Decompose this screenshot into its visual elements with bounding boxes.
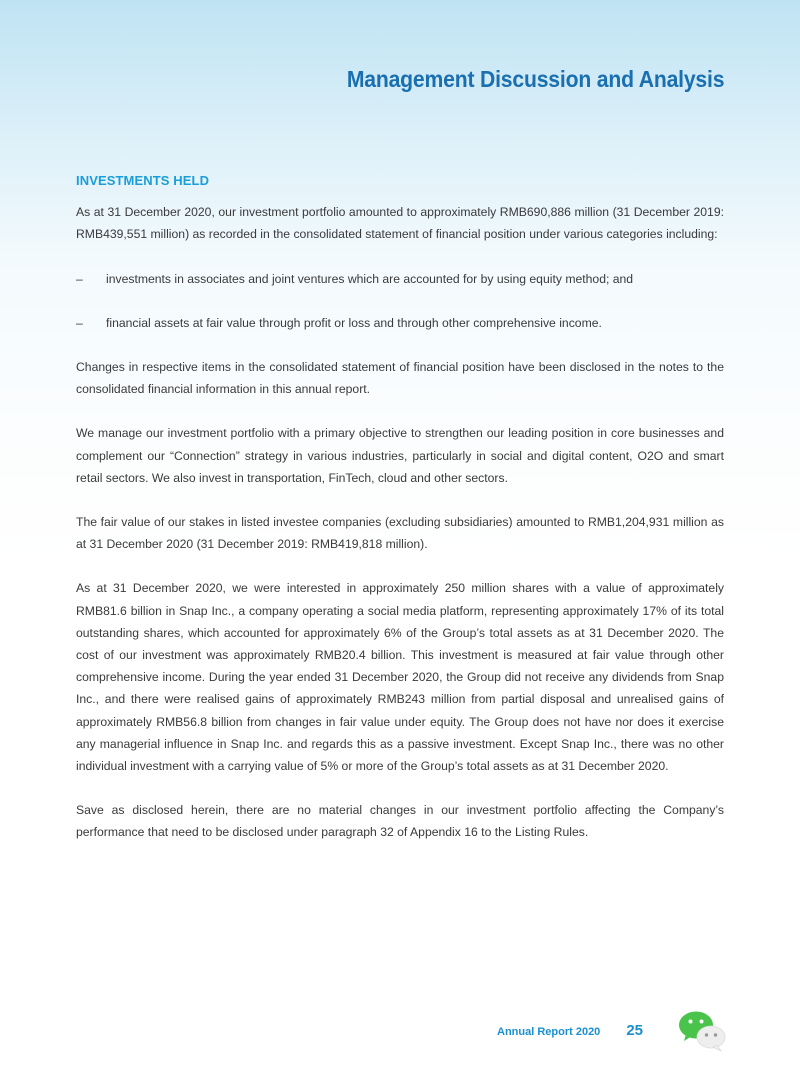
main-content xyxy=(76,170,724,866)
paragraph-changes-disclosed: Changes in respective items in the consolidated statement of financial position have been disclosed in the notes to the consolidated financial information in this annual report. xyxy=(76,360,724,397)
section-heading: INVESTMENTS HELD xyxy=(76,173,210,188)
paragraph-portfolio-objective: We manage our investment portfolio with a primary objective to strengthen our leading position in core businesses and complement our “Connection” strategy in various industries, particularly in social and digital content, O2O and smart retail sectors. We also invest in transportation, FinTech, cloud and other sectors. xyxy=(76,426,724,485)
wechat-logo-icon xyxy=(677,1010,727,1052)
bullet-text: investments in associates and joint ventures which are accounted for by using equity method; and xyxy=(106,271,634,286)
page-footer xyxy=(497,1022,643,1039)
paragraph-snap-investment: As at 31 December 2020, we were interested in approximately 250 million shares with a value of approximately RMB81.6 billion in Snap Inc., a company operating a social media platform, representing approximately 17% of its total outstanding shares, which accounted for approximately 6% of the Group’s total assets as at 31 December 2020. The cost of our investment was approximately RMB20.4 billion. This investment is measured at fair value through other comprehensive income. During the year ended 31 December 2020, the Group did not receive any dividends from Snap Inc., and there were realised gains of approximately RMB243 million from partial disposal and unrealised gains of approximately RMB56.8 billion from changes in fair value under equity. The Group does not have nor does it exercise any managerial influence in Snap Inc. and regards this as a passive investment. Except Snap Inc., there was no other individual investment with a carrying value of 5% or more of the Group’s total assets as at 31 December 2020. xyxy=(76,581,724,774)
footer-report-label: Annual Report 2020 xyxy=(497,1026,601,1038)
page-number: 25 xyxy=(626,1022,643,1039)
bullet-text: financial assets at fair value through profit or loss and through other comprehensive income. xyxy=(106,315,602,330)
bullet-dash: – xyxy=(76,315,83,330)
bullet-dash: – xyxy=(76,271,83,286)
paragraph-no-material-changes: Save as disclosed herein, there are no material changes in our investment portfolio affecting the Company’s performance that need to be disclosed under paragraph 32 of Appendix 16 to the Listing Rules. xyxy=(76,803,724,840)
page-header-title: Management Discussion and Analysis xyxy=(346,66,724,92)
bullet-item xyxy=(76,312,724,334)
bullet-item xyxy=(76,268,724,290)
paragraph-portfolio-amount: As at 31 December 2020, our investment portfolio amounted to approximately RMB690,886 million (31 December 2019: RMB439,551 million) as recorded in the consolidated statement of financial position under various categories including: xyxy=(76,205,724,242)
paragraph-listed-fair-value: The fair value of our stakes in listed investee companies (excluding subsidiaries) amounted to RMB1,204,931 million as at 31 December 2020 (31 December 2019: RMB419,818 million). xyxy=(76,515,724,552)
